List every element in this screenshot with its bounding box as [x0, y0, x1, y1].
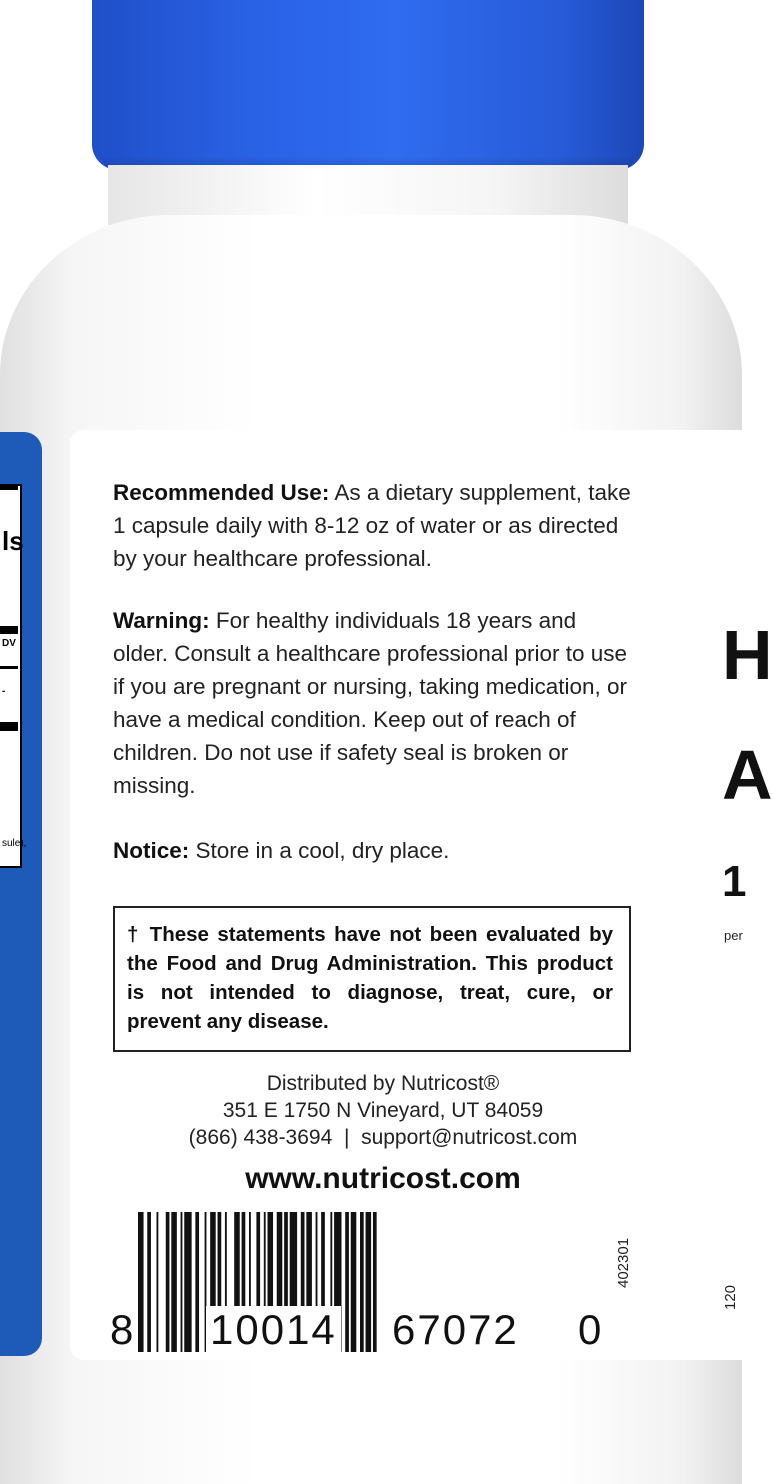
barcode-bar	[373, 1212, 377, 1352]
warning-paragraph	[113, 604, 633, 802]
warning-heading: Warning:	[113, 608, 210, 633]
upc-first-digit: 8	[110, 1306, 134, 1353]
supplement-facts-panel	[0, 484, 27, 868]
facts-rule	[0, 666, 18, 669]
barcode-bar	[345, 1212, 349, 1352]
front-count-digit: 1	[722, 857, 747, 906]
barcode-bar	[360, 1212, 364, 1352]
facts-rule	[0, 486, 18, 490]
front-per-text: per	[724, 928, 743, 943]
notice-text: Store in a cool, dry place.	[195, 838, 450, 863]
barcode-bar	[171, 1212, 177, 1352]
barcode-bar	[184, 1212, 191, 1352]
facts-dv-fragment: DV	[2, 638, 16, 649]
barcode-bar	[351, 1212, 357, 1352]
notice-paragraph	[113, 834, 633, 867]
edge-text: 120	[722, 1284, 739, 1310]
barcode-bar	[157, 1212, 159, 1352]
fda-disclaimer-box: † These statements have not been evaluated by the Food and Drug Administration. This product is not intended to diagnose, treat, cure, or prevent any disease.	[113, 906, 631, 1052]
front-title-letter: H	[722, 616, 773, 694]
lot-number: 402301	[615, 1237, 632, 1288]
distributor-line: Distributed by Nutricost®	[266, 1072, 500, 1095]
facts-serving-fragment: sule),	[2, 838, 27, 849]
recommended-use-heading: Recommended Use:	[113, 480, 330, 505]
recommended-use-paragraph	[113, 476, 633, 575]
barcode-bar	[166, 1212, 170, 1352]
barcode-bar	[147, 1212, 151, 1352]
notice-heading: Notice:	[113, 838, 190, 863]
upc-check-digit: 0	[578, 1306, 602, 1353]
facts-rule	[0, 722, 18, 731]
bottle-cap	[92, 0, 644, 170]
barcode-bar	[138, 1212, 144, 1352]
website-url: www.nutricost.com	[245, 1162, 521, 1195]
upc-right-group: 67072	[388, 1306, 523, 1354]
upc-left-group: 10014	[206, 1306, 341, 1354]
recommended-use-text: As a dietary supplement, take 1 capsule daily with 8-12 oz of water or as directed by your healthcare professional.	[113, 480, 631, 571]
upc-barcode	[110, 1212, 610, 1362]
distributor-contact: (866) 438-3694 | support@nutricost.com	[188, 1126, 578, 1149]
barcode-bar	[366, 1212, 372, 1352]
barcode-bar	[195, 1212, 199, 1352]
front-title-letter: A	[722, 736, 773, 814]
facts-rule	[0, 626, 18, 634]
facts-dash-fragment: -	[2, 686, 6, 697]
warning-text: For healthy individuals 18 years and older. Consult a healthcare professional prior to use if you are pregnant or nursing, taking medication, or have a medical condition. Keep out of reach of children. Do not use if safety seal is broken or missing.	[113, 608, 628, 798]
distributor-address: 351 E 1750 N Vineyard, UT 84059	[222, 1099, 544, 1122]
facts-title-fragment: ls	[2, 526, 24, 556]
barcode-bar	[181, 1212, 183, 1352]
